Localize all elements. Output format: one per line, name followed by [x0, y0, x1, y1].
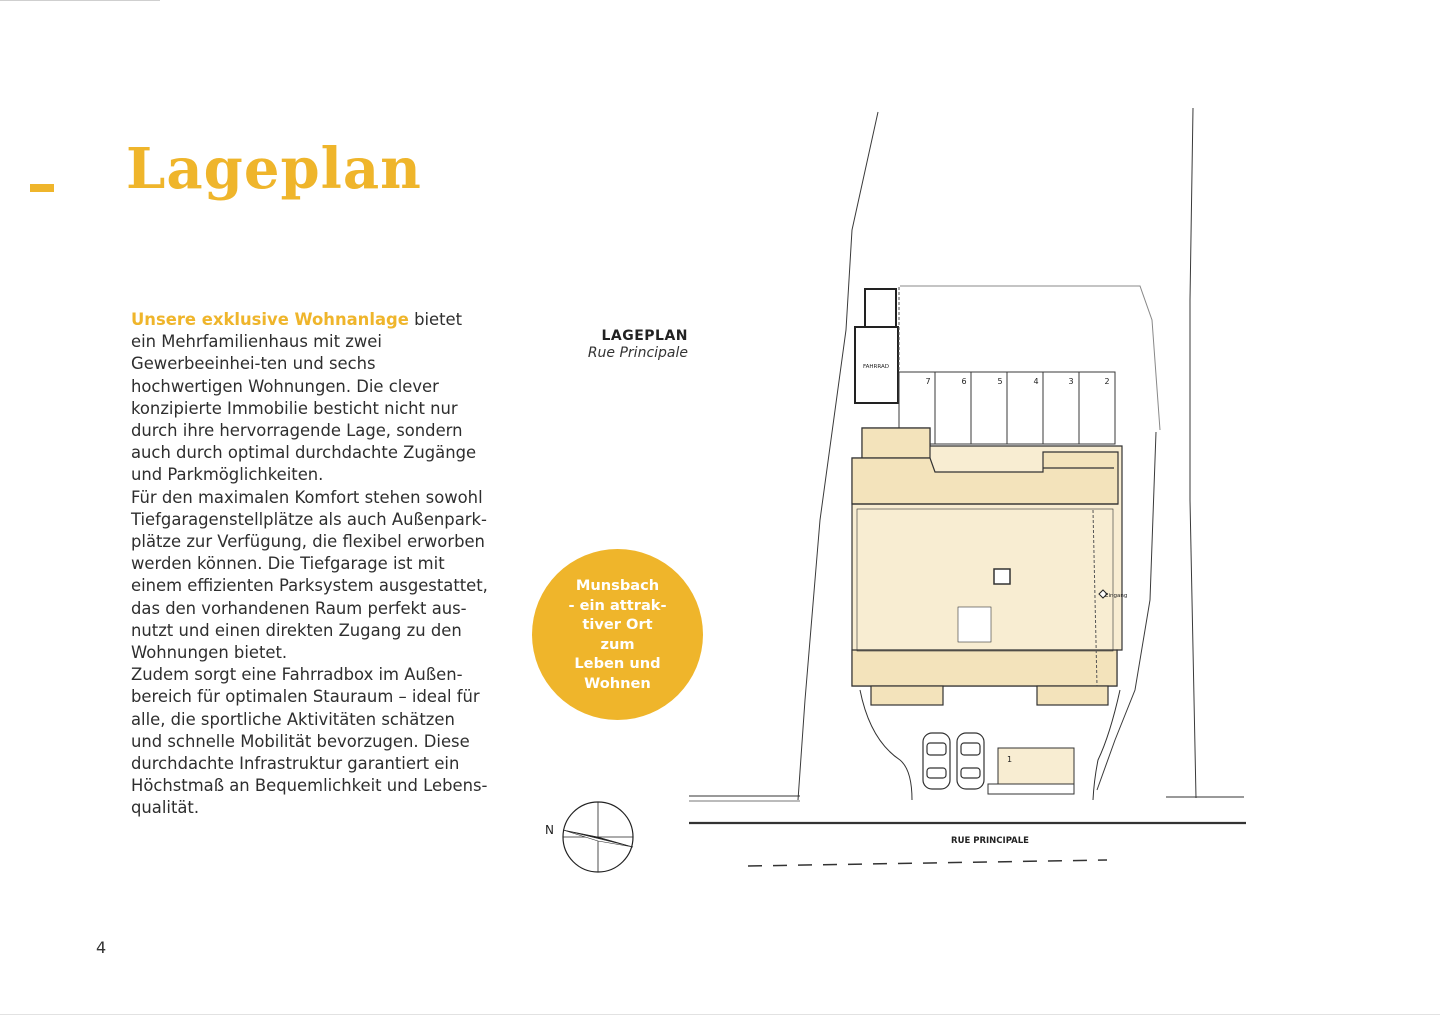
- plan-caption-subtitle: Rue Principale: [587, 345, 688, 361]
- roof-hatch: [994, 569, 1010, 584]
- parking-number-front: 1: [1007, 755, 1013, 764]
- parking-number: 4: [1033, 377, 1039, 386]
- parking-number: 2: [1104, 377, 1110, 386]
- street-label: RUE PRINCIPALE: [951, 836, 1029, 846]
- front-parking-curb: [988, 784, 1074, 794]
- parking-number: 7: [925, 377, 931, 386]
- driveway-left-curve: [860, 690, 912, 800]
- parking-number: 5: [997, 377, 1003, 386]
- intro-highlight: Unsere exklusive Wohnanlage: [131, 310, 409, 329]
- north-arrow-icon: [545, 802, 633, 872]
- intro-paragraph-2: Für den maximalen Komfort stehen sowohl Tiefgaragenstellplätze als auch Außenpark-plätze zur Verfügung, die flexibel erworben werden können. Die Tiefgarage ist mit einem effizienten Parksystem ausgestattet, das den vorhandenen Raum perfekt aus-nutzt und einen direkten Zugang zu den Wohnungen bietet.: [131, 487, 488, 663]
- terrace-south: [852, 650, 1117, 686]
- page-title: Lageplan: [126, 136, 422, 202]
- parking-number: 6: [961, 377, 967, 386]
- balcony-left: [871, 686, 943, 705]
- street-centerline: [748, 860, 1107, 866]
- car-icon: [923, 733, 950, 789]
- plan-caption-title: LAGEPLAN: [601, 328, 688, 344]
- entrance-label: Eingang: [1105, 593, 1128, 599]
- bike-box-label: FAHRRAD: [863, 364, 889, 370]
- bottom-rule: [0, 1014, 1440, 1015]
- parking-number: 3: [1068, 377, 1074, 386]
- driveway-right-curve: [1093, 690, 1120, 800]
- roof-opening: [958, 607, 991, 642]
- front-parking-space: [998, 748, 1074, 786]
- car-icon: [957, 733, 984, 789]
- intro-paragraph-1: bietet ein Mehrfamilienhaus mit zwei Gewerbeeinhei-ten und sechs hochwertigen Wohnungen. Die clever konzipierte Immobilie besticht nicht nur durch ihre hervorragende Lage, sondern auch durch optimal durchdachte Zugänge und Parkmöglichkeiten.: [131, 310, 477, 485]
- terrace-northwest: [862, 428, 930, 458]
- balcony-right: [1037, 686, 1108, 705]
- location-badge-text: Munsbach - ein attrak- tiver Ort zum Leben und Wohnen: [568, 577, 667, 692]
- page-number: 4: [96, 938, 107, 957]
- parcel-right-boundary: [1190, 108, 1196, 798]
- bike-box-upper: [865, 289, 896, 327]
- intro-paragraph-3: Zudem sorgt eine Fahrradbox im Außen-bereich für optimalen Stauraum – ideal für alle, die sportliche Aktivitäten schätzen und schnelle Mobilität bevorzugen. Diese durchdachte Infrastruktur garantiert ein Höchstmaß an Bequemlichkeit und Lebens-qualität.: [131, 665, 488, 818]
- compass-north-label: N: [545, 823, 554, 837]
